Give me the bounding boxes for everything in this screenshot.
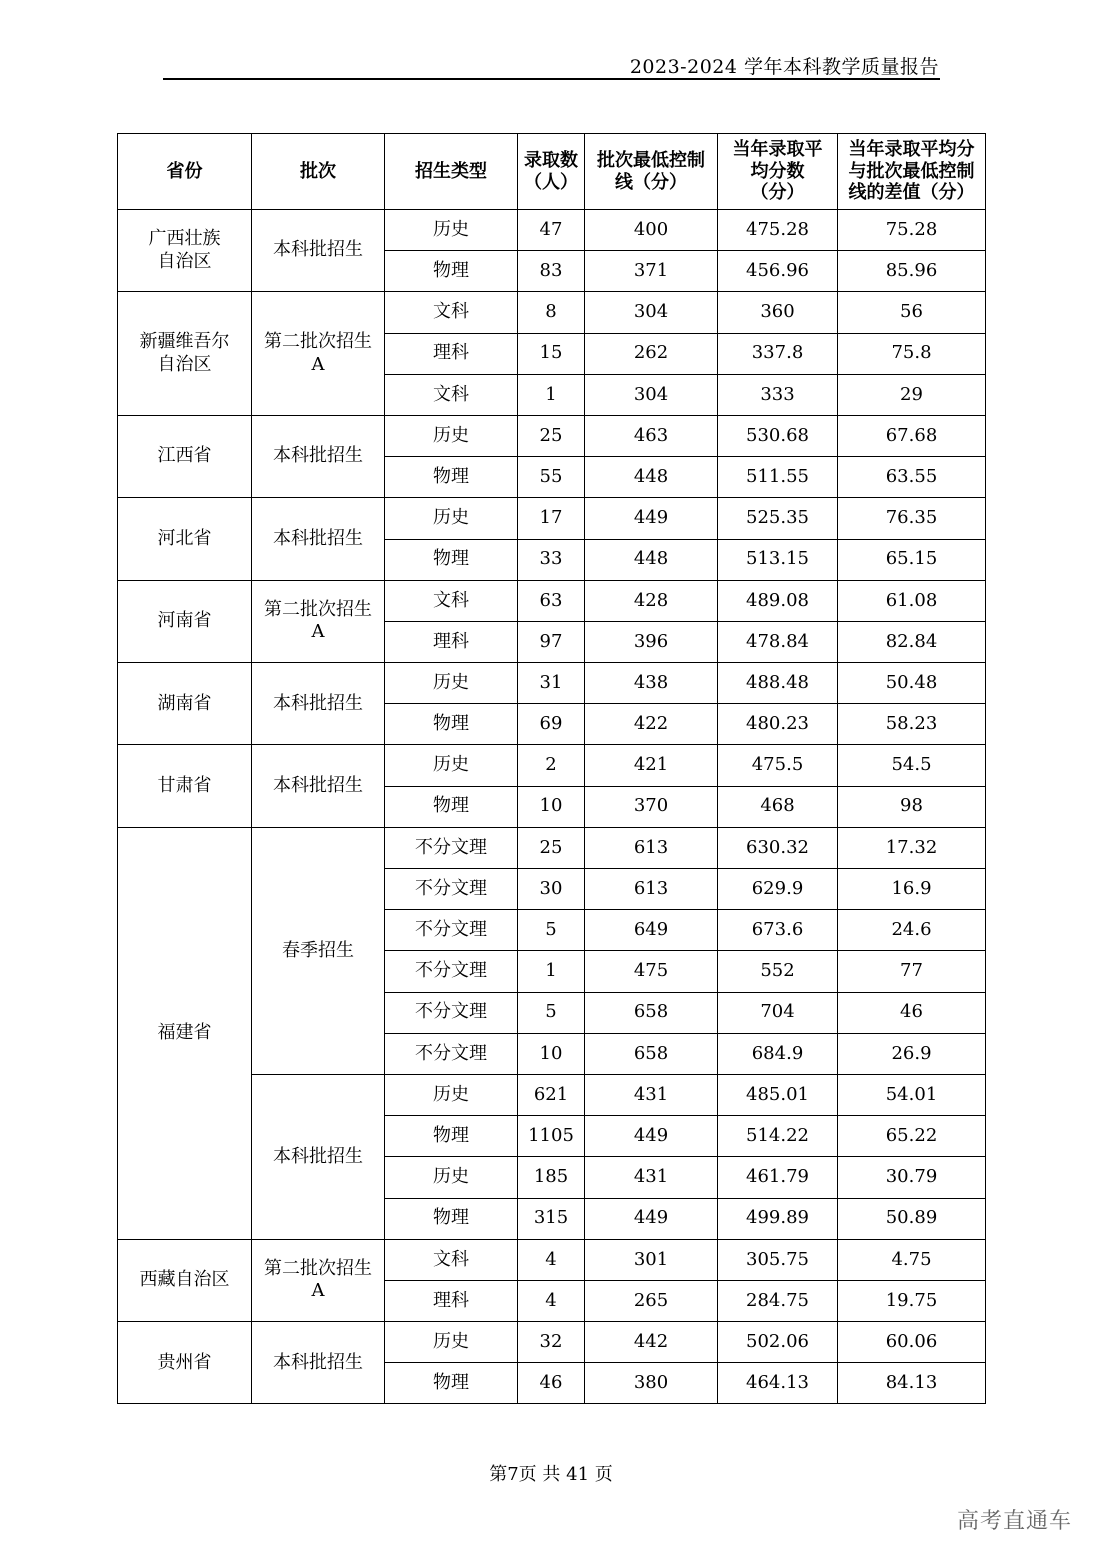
province-cell: 湖南省	[118, 663, 252, 745]
diff-cell: 17.32	[838, 827, 986, 868]
count-cell: 315	[518, 1198, 585, 1239]
diff-cell: 54.5	[838, 745, 986, 786]
province-cell: 河南省	[118, 580, 252, 662]
type-cell: 历史	[385, 415, 518, 456]
type-cell: 文科	[385, 580, 518, 621]
avg-cell: 475.28	[718, 210, 838, 251]
type-cell: 历史	[385, 745, 518, 786]
count-cell: 2	[518, 745, 585, 786]
avg-cell: 704	[718, 992, 838, 1033]
avg-cell: 360	[718, 292, 838, 333]
table-row	[118, 415, 986, 456]
min-line-cell: 449	[585, 498, 718, 539]
type-cell: 历史	[385, 1157, 518, 1198]
diff-cell: 54.01	[838, 1074, 986, 1115]
batch-cell: 本科批招生	[252, 498, 385, 580]
count-cell: 1	[518, 951, 585, 992]
page-number: 第7页 共 41 页	[489, 1464, 613, 1485]
avg-cell: 630.32	[718, 827, 838, 868]
avg-cell: 305.75	[718, 1239, 838, 1280]
diff-cell: 56	[838, 292, 986, 333]
count-cell: 83	[518, 251, 585, 292]
diff-cell: 26.9	[838, 1033, 986, 1074]
table-row	[118, 580, 986, 621]
diff-cell: 82.84	[838, 621, 986, 662]
min-line-cell: 400	[585, 210, 718, 251]
avg-cell: 673.6	[718, 910, 838, 951]
count-cell: 47	[518, 210, 585, 251]
diff-cell: 50.89	[838, 1198, 986, 1239]
avg-cell: 480.23	[718, 704, 838, 745]
admissions-table	[117, 133, 986, 1404]
type-cell: 历史	[385, 1322, 518, 1363]
report-header-title: 2023-2024 学年本科教学质量报告	[629, 56, 939, 78]
min-line-cell: 449	[585, 1116, 718, 1157]
province-cell: 甘肃省	[118, 745, 252, 827]
count-cell: 10	[518, 1033, 585, 1074]
table-row	[118, 498, 986, 539]
min-line-cell: 370	[585, 786, 718, 827]
count-cell: 15	[518, 333, 585, 374]
type-cell: 文科	[385, 292, 518, 333]
batch-cell: 本科批招生	[252, 663, 385, 745]
avg-cell: 284.75	[718, 1280, 838, 1321]
count-cell: 17	[518, 498, 585, 539]
min-line-cell: 658	[585, 992, 718, 1033]
batch-cell: 本科批招生	[252, 1074, 385, 1239]
table-row	[118, 1239, 986, 1280]
avg-cell: 485.01	[718, 1074, 838, 1115]
table-body	[118, 210, 986, 1404]
count-cell: 8	[518, 292, 585, 333]
count-cell: 25	[518, 415, 585, 456]
min-line-cell: 262	[585, 333, 718, 374]
table-header-row	[118, 134, 986, 210]
header-rule	[163, 78, 940, 80]
count-cell: 69	[518, 704, 585, 745]
min-line-cell: 371	[585, 251, 718, 292]
batch-cell: 本科批招生	[252, 210, 385, 292]
col-header-diff: 当年录取平均分 与批次最低控制 线的差值（分）	[838, 134, 986, 210]
type-cell: 理科	[385, 1280, 518, 1321]
diff-cell: 50.48	[838, 663, 986, 704]
avg-cell: 464.13	[718, 1363, 838, 1404]
type-cell: 物理	[385, 539, 518, 580]
diff-cell: 76.35	[838, 498, 986, 539]
count-cell: 621	[518, 1074, 585, 1115]
table-row	[118, 1322, 986, 1363]
type-cell: 不分文理	[385, 869, 518, 910]
col-header-batch: 批次	[252, 134, 385, 210]
min-line-cell: 421	[585, 745, 718, 786]
count-cell: 4	[518, 1239, 585, 1280]
count-cell: 4	[518, 1280, 585, 1321]
avg-cell: 552	[718, 951, 838, 992]
avg-cell: 475.5	[718, 745, 838, 786]
type-cell: 物理	[385, 1198, 518, 1239]
min-line-cell: 422	[585, 704, 718, 745]
min-line-cell: 301	[585, 1239, 718, 1280]
table-row	[118, 827, 986, 868]
avg-cell: 511.55	[718, 457, 838, 498]
avg-cell: 514.22	[718, 1116, 838, 1157]
avg-cell: 513.15	[718, 539, 838, 580]
type-cell: 历史	[385, 498, 518, 539]
avg-cell: 499.89	[718, 1198, 838, 1239]
diff-cell: 30.79	[838, 1157, 986, 1198]
type-cell: 物理	[385, 704, 518, 745]
avg-cell: 478.84	[718, 621, 838, 662]
min-line-cell: 438	[585, 663, 718, 704]
diff-cell: 46	[838, 992, 986, 1033]
diff-cell: 63.55	[838, 457, 986, 498]
diff-cell: 29	[838, 374, 986, 415]
count-cell: 55	[518, 457, 585, 498]
type-cell: 不分文理	[385, 910, 518, 951]
count-cell: 33	[518, 539, 585, 580]
count-cell: 32	[518, 1322, 585, 1363]
province-cell: 西藏自治区	[118, 1239, 252, 1321]
avg-cell: 333	[718, 374, 838, 415]
type-cell: 不分文理	[385, 951, 518, 992]
diff-cell: 19.75	[838, 1280, 986, 1321]
diff-cell: 84.13	[838, 1363, 986, 1404]
avg-cell: 684.9	[718, 1033, 838, 1074]
type-cell: 物理	[385, 251, 518, 292]
diff-cell: 77	[838, 951, 986, 992]
min-line-cell: 613	[585, 869, 718, 910]
type-cell: 物理	[385, 457, 518, 498]
min-line-cell: 431	[585, 1074, 718, 1115]
avg-cell: 489.08	[718, 580, 838, 621]
min-line-cell: 449	[585, 1198, 718, 1239]
min-line-cell: 613	[585, 827, 718, 868]
count-cell: 10	[518, 786, 585, 827]
col-header-count: 录取数 （人）	[518, 134, 585, 210]
min-line-cell: 442	[585, 1322, 718, 1363]
count-cell: 25	[518, 827, 585, 868]
min-line-cell: 448	[585, 457, 718, 498]
type-cell: 不分文理	[385, 827, 518, 868]
province-cell: 贵州省	[118, 1322, 252, 1404]
batch-cell: 本科批招生	[252, 745, 385, 827]
province-cell: 河北省	[118, 498, 252, 580]
min-line-cell: 304	[585, 374, 718, 415]
diff-cell: 65.15	[838, 539, 986, 580]
type-cell: 不分文理	[385, 992, 518, 1033]
avg-cell: 629.9	[718, 869, 838, 910]
diff-cell: 75.28	[838, 210, 986, 251]
min-line-cell: 431	[585, 1157, 718, 1198]
col-header-avg: 当年录取平 均分数 （分）	[718, 134, 838, 210]
type-cell: 物理	[385, 1116, 518, 1157]
count-cell: 63	[518, 580, 585, 621]
diff-cell: 85.96	[838, 251, 986, 292]
watermark-text: 高考直通车	[956, 1509, 1072, 1534]
type-cell: 文科	[385, 374, 518, 415]
type-cell: 历史	[385, 663, 518, 704]
diff-cell: 58.23	[838, 704, 986, 745]
diff-cell: 60.06	[838, 1322, 986, 1363]
avg-cell: 502.06	[718, 1322, 838, 1363]
min-line-cell: 649	[585, 910, 718, 951]
diff-cell: 4.75	[838, 1239, 986, 1280]
type-cell: 物理	[385, 1363, 518, 1404]
diff-cell: 61.08	[838, 580, 986, 621]
type-cell: 文科	[385, 1239, 518, 1280]
province-cell: 新疆维吾尔 自治区	[118, 292, 252, 416]
count-cell: 5	[518, 910, 585, 951]
count-cell: 185	[518, 1157, 585, 1198]
col-header-province: 省份	[118, 134, 252, 210]
type-cell: 不分文理	[385, 1033, 518, 1074]
avg-cell: 337.8	[718, 333, 838, 374]
min-line-cell: 428	[585, 580, 718, 621]
count-cell: 1105	[518, 1116, 585, 1157]
min-line-cell: 380	[585, 1363, 718, 1404]
diff-cell: 24.6	[838, 910, 986, 951]
diff-cell: 67.68	[838, 415, 986, 456]
min-line-cell: 475	[585, 951, 718, 992]
count-cell: 31	[518, 663, 585, 704]
batch-cell: 本科批招生	[252, 415, 385, 497]
diff-cell: 16.9	[838, 869, 986, 910]
batch-cell: 第二批次招生 A	[252, 580, 385, 662]
batch-cell: 春季招生	[252, 827, 385, 1074]
type-cell: 物理	[385, 786, 518, 827]
count-cell: 1	[518, 374, 585, 415]
type-cell: 理科	[385, 333, 518, 374]
batch-cell: 本科批招生	[252, 1322, 385, 1404]
min-line-cell: 396	[585, 621, 718, 662]
table-row	[118, 210, 986, 251]
min-line-cell: 658	[585, 1033, 718, 1074]
avg-cell: 488.48	[718, 663, 838, 704]
avg-cell: 530.68	[718, 415, 838, 456]
diff-cell: 98	[838, 786, 986, 827]
count-cell: 97	[518, 621, 585, 662]
count-cell: 5	[518, 992, 585, 1033]
table-row	[118, 292, 986, 333]
type-cell: 理科	[385, 621, 518, 662]
type-cell: 历史	[385, 210, 518, 251]
avg-cell: 461.79	[718, 1157, 838, 1198]
count-cell: 30	[518, 869, 585, 910]
province-cell: 广西壮族 自治区	[118, 210, 252, 292]
province-cell: 福建省	[118, 827, 252, 1239]
batch-cell: 第二批次招生 A	[252, 1239, 385, 1321]
avg-cell: 468	[718, 786, 838, 827]
table-row	[118, 745, 986, 786]
province-cell: 江西省	[118, 415, 252, 497]
min-line-cell: 448	[585, 539, 718, 580]
diff-cell: 75.8	[838, 333, 986, 374]
table-row	[118, 663, 986, 704]
count-cell: 46	[518, 1363, 585, 1404]
batch-cell: 第二批次招生 A	[252, 292, 385, 416]
avg-cell: 525.35	[718, 498, 838, 539]
min-line-cell: 463	[585, 415, 718, 456]
min-line-cell: 265	[585, 1280, 718, 1321]
col-header-min-line: 批次最低控制 线（分）	[585, 134, 718, 210]
col-header-type: 招生类型	[385, 134, 518, 210]
type-cell: 历史	[385, 1074, 518, 1115]
min-line-cell: 304	[585, 292, 718, 333]
avg-cell: 456.96	[718, 251, 838, 292]
diff-cell: 65.22	[838, 1116, 986, 1157]
